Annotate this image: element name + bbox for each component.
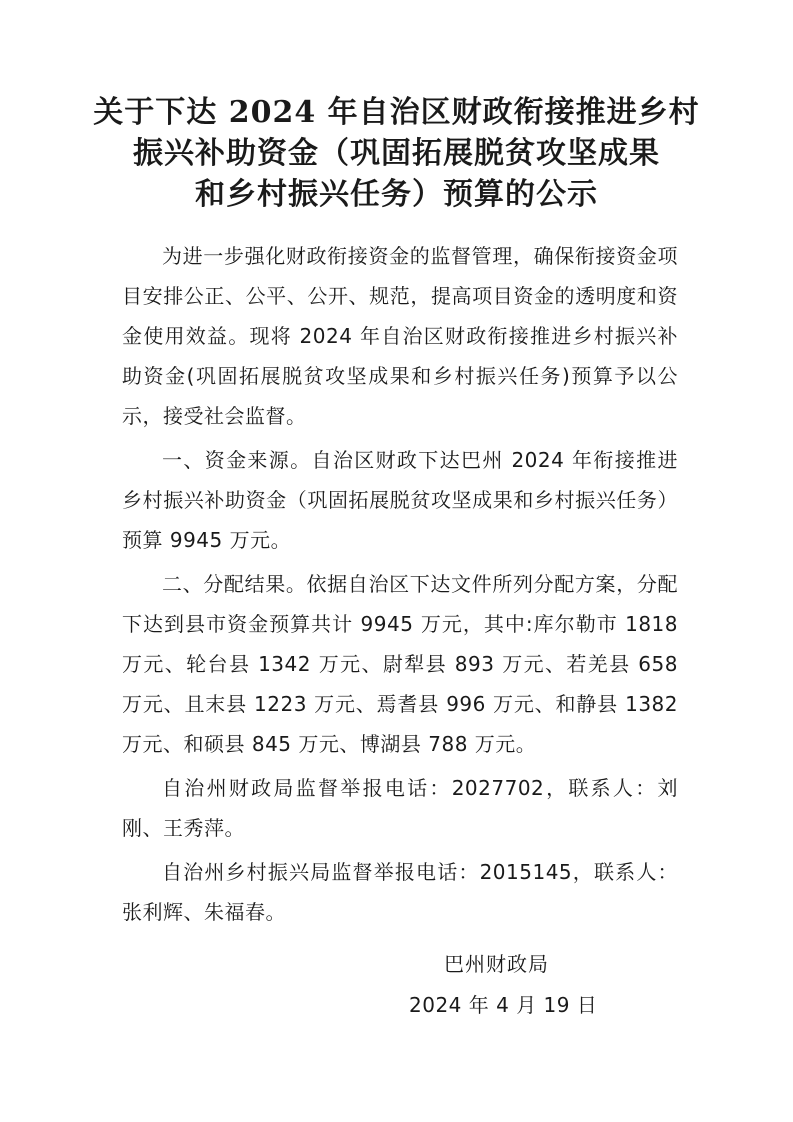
document-title: [0, 92, 793, 215]
paragraph-finance-hotline: 自治州财政局监督举报电话：2027702，联系人：刘 刚、王秀萍。: [122, 776, 678, 840]
paragraph-funding-source: 一、资金来源。自治区财政下达巴州 2024 年衔接推进乡村振兴补助资金（巩固拓展脱贫攻坚成果和乡村振兴任务）预算 9945 万元。: [122, 448, 678, 552]
paragraph-intro: 为进一步强化财政衔接资金的监督管理，确保衔接资金项目安排公正、公平、公开、规范，提高项目资金的透明度和资金使用效益。现将 2024 年自治区财政衔接推进乡村振兴补助资金(巩固拓展脱贫攻坚成果和乡村振兴任务)预算予以公示，接受社会监督。: [122, 244, 678, 428]
paragraph-allocation-result: 二、分配结果。依据自治区下达文件所列分配方案，分配下达到县市资金预算共计 9945 万元，其中:库尔勒市 1818 万元、轮台县 1342 万元、尉犁县 893 万元、若羌县 658 万元、且末县 1223 万元、焉耆县 996 万元、和静县 1382 万元、和硕县 845 万元、博湖县 788 万元。: [122, 572, 678, 756]
title-line-1: 关于下达 2024 年自治区财政衔接推进乡村: [93, 95, 700, 130]
document-body: [122, 236, 678, 932]
title-line-2: 振兴补助资金（巩固拓展脱贫攻坚成果: [133, 136, 660, 171]
signature-date: 2024 年 4 月 19 日: [409, 993, 598, 1017]
signature-organization: 巴州财政局: [444, 952, 549, 976]
title-line-3: 和乡村振兴任务）预算的公示: [195, 177, 598, 212]
paragraph-rural-revitalization-hotline: 自治州乡村振兴局监督举报电话：2015145，联系人：张利辉、朱福春。: [122, 860, 678, 924]
